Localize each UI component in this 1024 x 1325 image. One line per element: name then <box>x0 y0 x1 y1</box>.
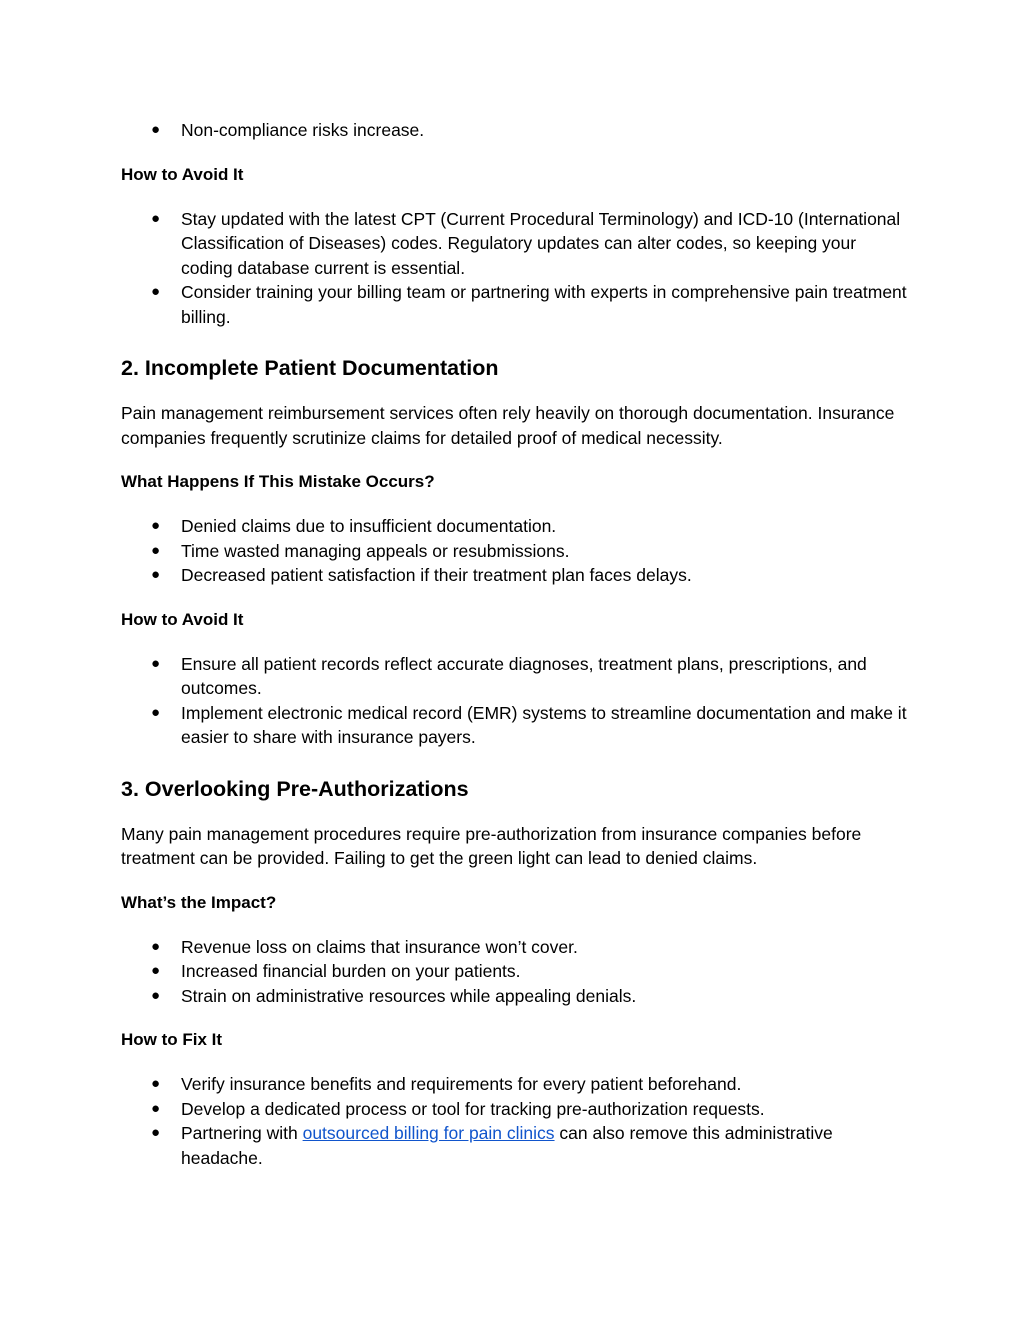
bullet-icon: ● <box>151 517 161 534</box>
bullet-icon: ● <box>151 937 161 955</box>
list-item <box>121 563 911 588</box>
list-item-text: Implement electronic medical record (EMR) systems to streamline documentation and make it easier to share with insurance payers. <box>181 702 907 747</box>
list-item-text: Consider training your billing team or partnering with experts in comprehensive pain treatment billing. <box>181 282 907 327</box>
list-item <box>121 701 911 750</box>
bullet-icon: ● <box>151 986 161 1004</box>
bullet-icon: ● <box>151 283 161 300</box>
section3-paragraph: Many pain management procedures require pre-authorization from insurance companies before treatment can be provided. Failing to get the green light can lead to denied claims. <box>121 823 862 868</box>
list-item <box>121 984 911 1009</box>
list-item-text: Time wasted managing appeals or resubmissions. <box>181 540 570 561</box>
list-item <box>121 280 911 329</box>
list-item-text-before-link: Partnering with <box>181 1123 303 1143</box>
subheading-how-to-avoid-2: How to Avoid It <box>121 609 244 629</box>
list-item-text: Ensure all patient records reflect accurate diagnoses, treatment plans, prescriptions, and outcomes. <box>181 653 867 698</box>
list-item-text-after-link: can also remove this administrative headache. <box>181 1123 833 1168</box>
fix-bullet-list <box>121 1072 911 1170</box>
outsourced-billing-link[interactable]: outsourced billing for pain clinics <box>302 1123 555 1143</box>
list-item <box>121 207 911 281</box>
bullet-icon: ● <box>151 541 161 559</box>
list-item-text: Develop a dedicated process or tool for tracking pre-authorization requests. <box>181 1098 765 1119</box>
list-item-text: Strain on administrative resources while appealing denials. <box>181 985 637 1006</box>
bullet-icon: ● <box>151 121 161 138</box>
list-item-text: Stay updated with the latest CPT (Current Procedural Terminology) and ICD-10 (International Classification of Diseases) codes. Regulatory updates can alter codes, so keeping your coding database current is essential. <box>181 208 901 278</box>
bullet-icon: ● <box>151 1075 161 1092</box>
list-item-text: Revenue loss on claims that insurance won’t cover. <box>181 936 578 957</box>
subheading-what-happens: What Happens If This Mistake Occurs? <box>121 472 435 491</box>
subheading-how-to-avoid-1: How to Avoid It <box>121 164 244 184</box>
list-item <box>121 1097 911 1122</box>
list-item <box>121 514 911 539</box>
list-item <box>121 118 911 143</box>
document-page <box>121 118 911 1170</box>
bullet-icon: ● <box>151 654 161 672</box>
list-item <box>121 652 911 701</box>
bullet-icon: ● <box>151 209 161 227</box>
bullet-icon: ● <box>151 1124 161 1141</box>
list-item-text: Denied claims due to insufficient documentation. <box>181 516 557 536</box>
list-item-text: Non-compliance risks increase. <box>181 120 425 140</box>
bullet-icon: ● <box>151 566 161 583</box>
section2-paragraph: Pain management reimbursement services often rely heavily on thorough documentation. Insurance companies frequently scrutinize claims for detailed proof of medical necessity. <box>121 403 895 448</box>
avoid-bullet-list-2 <box>121 652 911 750</box>
list-item <box>121 539 911 564</box>
list-item-text: Decreased patient satisfaction if their treatment plan faces delays. <box>181 565 692 585</box>
impact-bullet-list <box>121 935 911 1009</box>
intro-bullet-list <box>121 118 911 143</box>
list-item-text: Verify insurance benefits and requirements for every patient beforehand. <box>181 1074 742 1094</box>
subheading-how-to-fix-it: How to Fix It <box>121 1030 223 1049</box>
subheading-whats-the-impact: What’s the Impact? <box>121 892 277 912</box>
section-heading-2: 2. Incomplete Patient Documentation <box>121 356 499 380</box>
list-item-text: Increased financial burden on your patients. <box>181 961 521 981</box>
bullet-icon: ● <box>151 1099 161 1117</box>
bullet-icon: ● <box>151 703 161 721</box>
list-item <box>121 935 911 960</box>
list-item <box>121 959 911 984</box>
avoid-bullet-list-1 <box>121 207 911 330</box>
bullet-icon: ● <box>151 962 161 979</box>
section-heading-3: 3. Overlooking Pre-Authorizations <box>121 776 469 801</box>
happens-bullet-list <box>121 514 911 588</box>
list-item <box>121 1072 911 1097</box>
list-item <box>121 1121 911 1170</box>
